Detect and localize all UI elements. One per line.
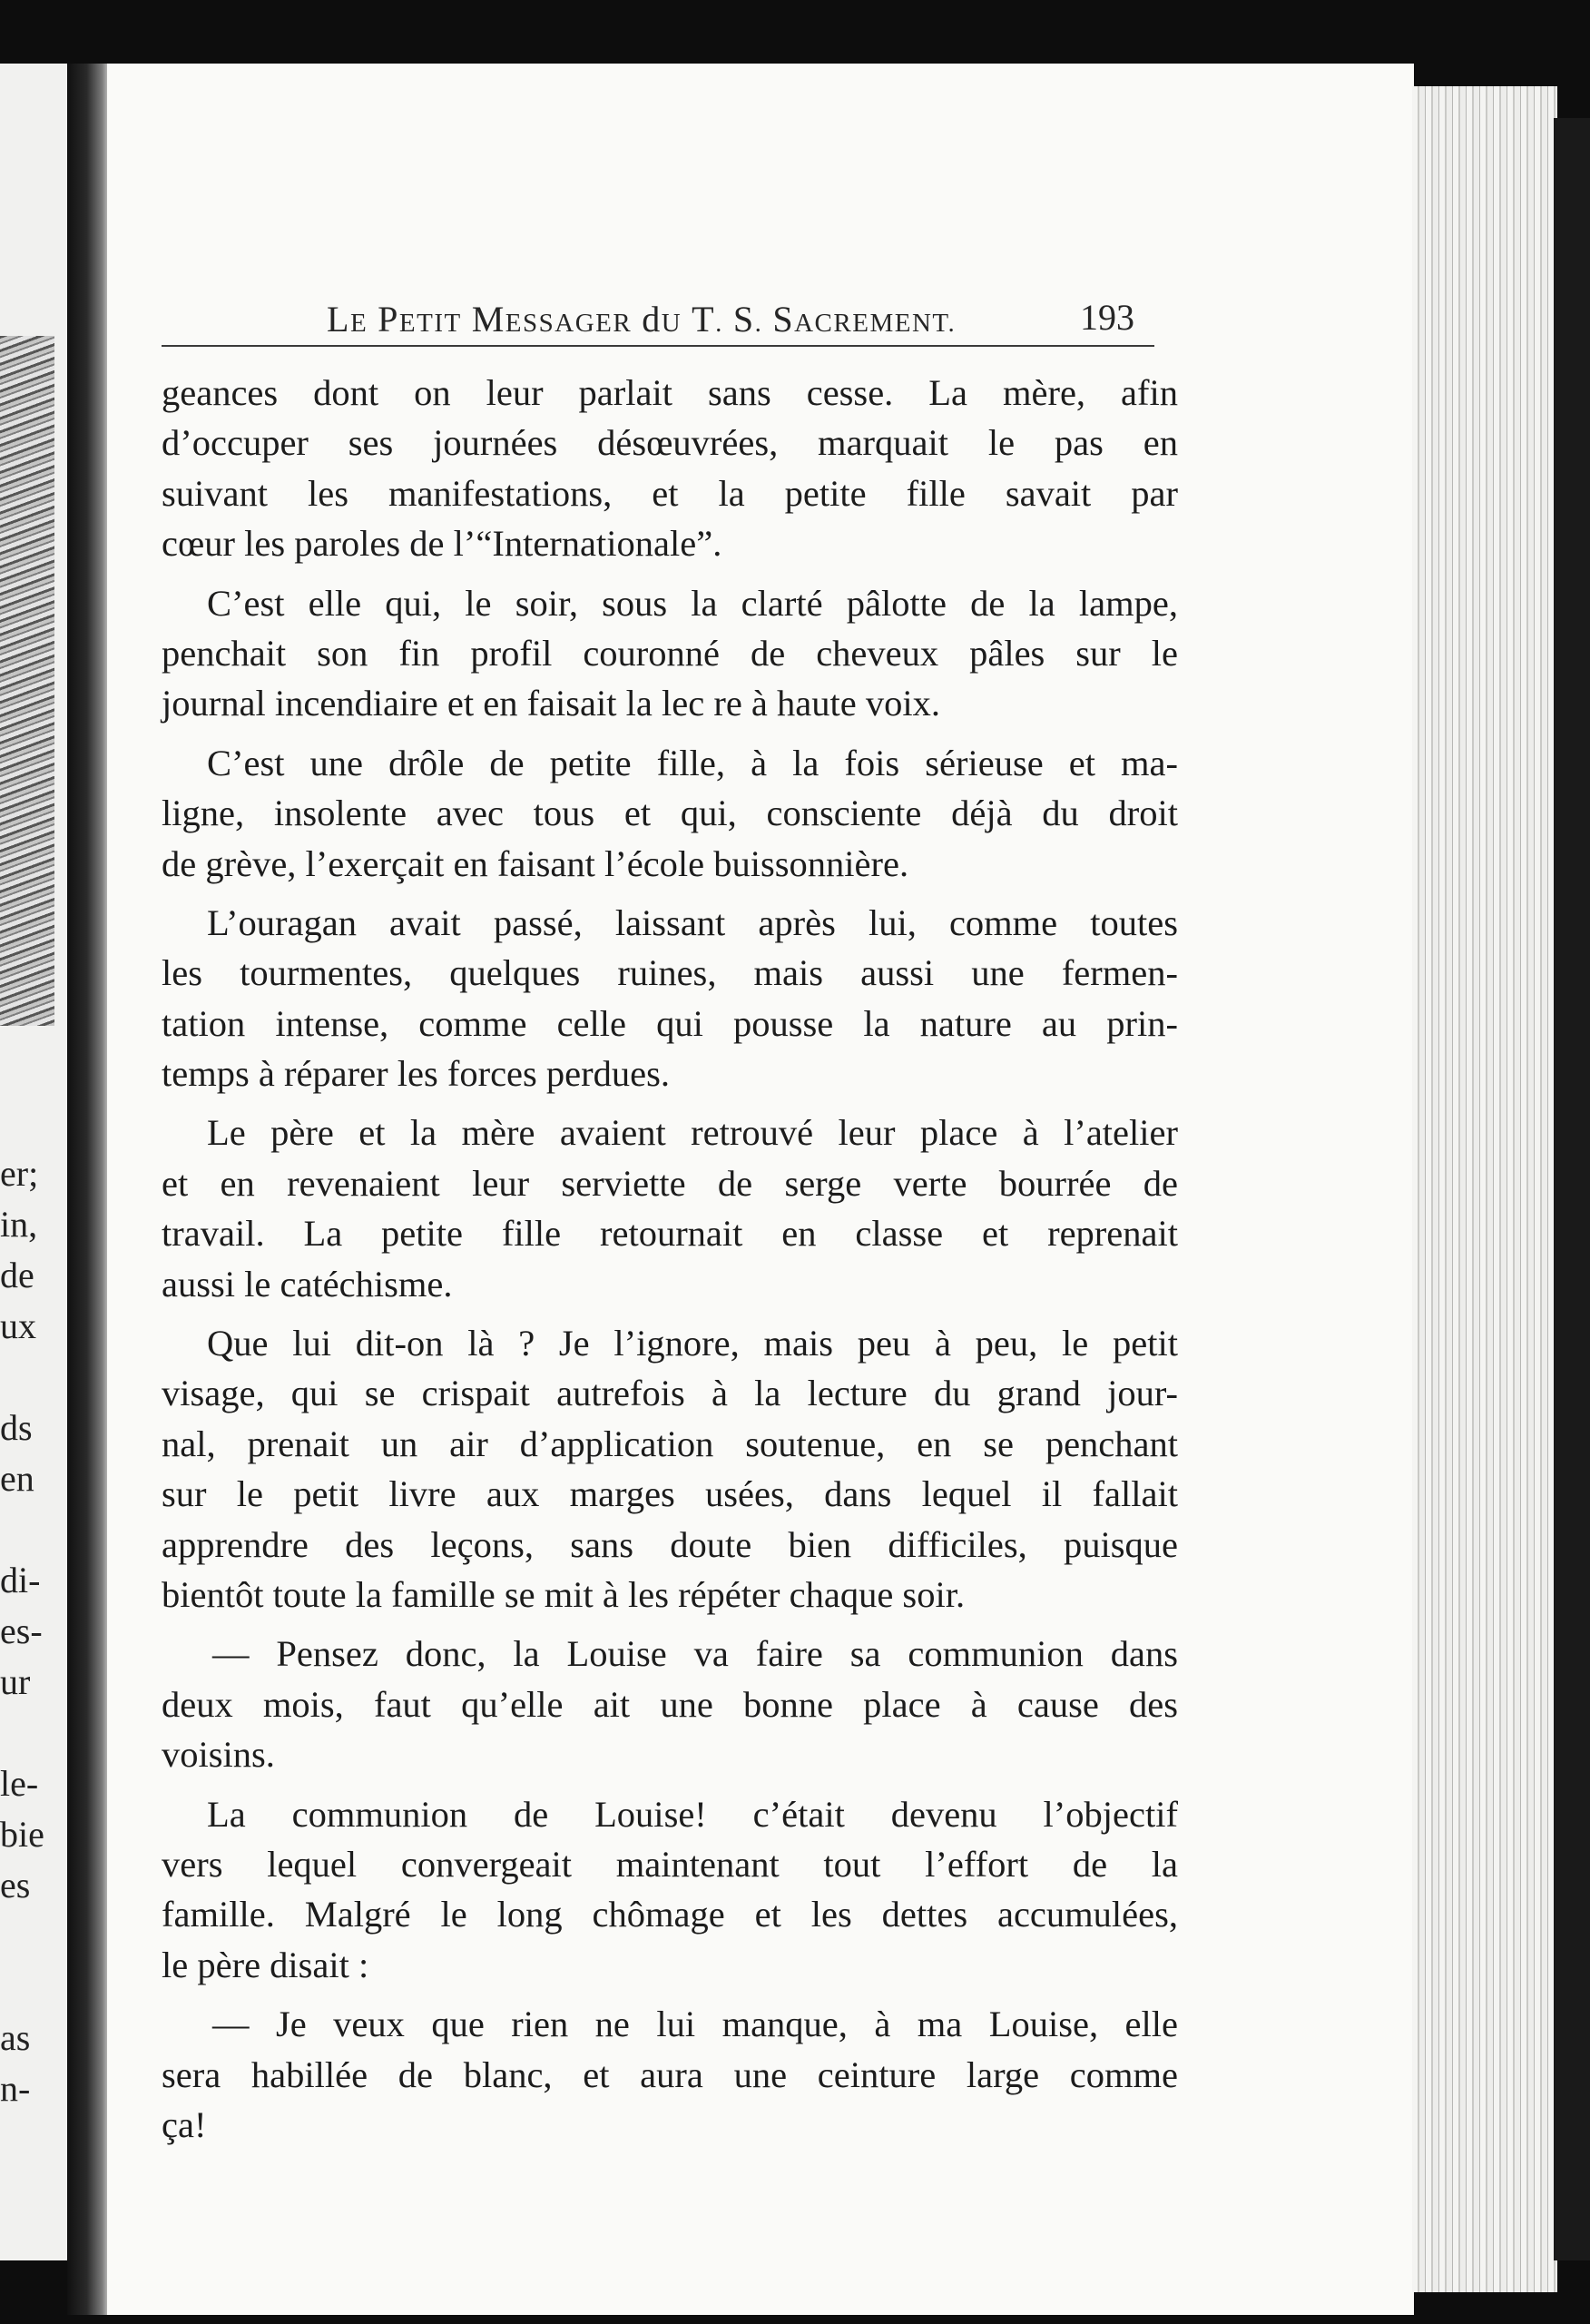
text-line: — Je veux que rien ne lui manque, à ma Louise, elle [212,2004,1178,2045]
text-line: bientôt toute la famille se mit à les répéter chaque soir. [162,1573,966,1615]
facing-page-text [0,1148,74,2114]
text-line: suivant les manifestations, et la petite fille savait par [162,472,1178,514]
paragraph [162,368,1178,569]
text-line: et en revenaient leur serviette de serge verte bourrée de [162,1162,1178,1204]
facing-line: er; [0,1153,39,1194]
facing-line: le- [0,1763,39,1804]
paragraph-gap [162,1990,1178,1999]
facing-page-illustration [0,336,54,1026]
facing-line: ds [0,1407,33,1448]
running-title-text: LE PETIT MESSAGER dU T. S. SACREMENT. [327,299,957,340]
paragraph [162,1789,1178,1991]
facing-line: di- [0,1560,41,1600]
paragraph-gap [162,889,1178,898]
text-line: temps à réparer les forces perdues. [162,1053,670,1095]
text-line: famille. Malgré le long chômage et les dettes accumulées, [162,1894,1178,1935]
text-line: ligne, insolente avec tous et qui, consciente déjà du droit [162,793,1178,834]
paragraph-gap [162,1098,1178,1108]
facing-line: as [0,2017,31,2058]
facing-line [0,1911,74,1962]
paragraph [162,1999,1178,2150]
cover-edge [1554,118,1590,2260]
text-line: — Pensez donc, la Louise va faire sa communion dans [212,1633,1178,1675]
text-line: voisins. [162,1734,275,1776]
text-line: d’occuper ses journées désœuvrées, marquait le pas en [162,422,1178,464]
paragraph-gap [162,729,1178,738]
facing-line: de [0,1255,34,1295]
body-text [162,368,1178,2150]
facing-line: en [0,1458,34,1499]
text-line: le père disait : [162,1944,369,1985]
facing-line [0,1504,74,1555]
facing-line [0,1962,74,2013]
text-line: travail. La petite fille retournait en classe et reprenait [162,1213,1178,1255]
text-line: C’est une drôle de petite fille, à la fois sérieuse et ma- [207,742,1178,783]
text-line: visage, qui se crispait autrefois à la lecture du grand jour- [162,1373,1178,1414]
facing-line: es [0,1865,31,1905]
text-line: de grève, l’exerçait en faisant l’école buissonnière. [162,842,909,884]
text-line: sur le petit livre aux marges usées, dans lequel il fallait [162,1473,1178,1515]
text-line: aussi le catéchisme. [162,1263,453,1305]
paragraph [162,738,1178,889]
paragraph [162,578,1178,729]
paragraph [162,1629,1178,1779]
text-line: les tourmentes, quelques ruines, mais aussi une fermen- [162,952,1178,994]
text-line: nal, prenait un air d’application soutenue, en se penchant [162,1423,1178,1464]
text-line: journal incendiaire et en faisait la lec re à haute voix. [162,683,940,724]
text-line: vers lequel convergeait maintenant tout l’effort de la [162,1843,1178,1885]
facing-line: in, [0,1204,38,1245]
text-line: deux mois, faut qu’elle ait une bonne place à cause des [162,1683,1178,1725]
text-line: sera habillée de blanc, et aura une ceinture large comme [162,2053,1178,2095]
running-title [327,298,1175,340]
page-number: 193 [1080,297,1134,338]
text-line: C’est elle qui, le soir, sous la clarté pâlotte de la lampe, [207,582,1178,624]
text-line: Que lui dit-on là ? Je l’ignore, mais peu à peu, le petit [207,1323,1178,1364]
facing-line: n- [0,2068,31,2109]
paragraph-gap [162,1780,1178,1789]
paragraph-gap [162,1309,1178,1318]
paragraph [162,1108,1178,1309]
text-line: apprendre des leçons, sans doute bien difficiles, puisque [162,1523,1178,1565]
book-gutter [67,64,111,2315]
text-line: geances dont on leur parlait sans cesse. La mère, afin [162,372,1178,413]
facing-line: bie [0,1814,44,1855]
facing-line: ur [0,1661,31,1702]
paragraph [162,1318,1178,1620]
facing-line: ux [0,1305,36,1346]
paragraph [162,898,1178,1099]
text-line: cœur les paroles de l’“Internationale”. [162,523,722,565]
page-stack-edge [1412,86,1557,2292]
text-line: penchait son fin profil couronné de cheveux pâles sur le [162,632,1178,674]
header-rule [162,345,1154,347]
facing-line [0,1708,74,1758]
facing-page-edge [0,64,74,2260]
text-line: Le père et la mère avaient retrouvé leur place à l’atelier [207,1112,1178,1154]
paragraph-gap [162,1620,1178,1629]
text-line: ça! [162,2103,207,2145]
text-line: La communion de Louise! c’était devenu l’objectif [207,1793,1178,1835]
paragraph-gap [162,569,1178,578]
text-line: L’ouragan avait passé, laissant après lui, comme toutes [207,901,1178,943]
facing-line: es- [0,1610,43,1651]
facing-line [0,1352,74,1403]
text-line: tation intense, comme celle qui pousse la nature au prin- [162,1002,1178,1044]
